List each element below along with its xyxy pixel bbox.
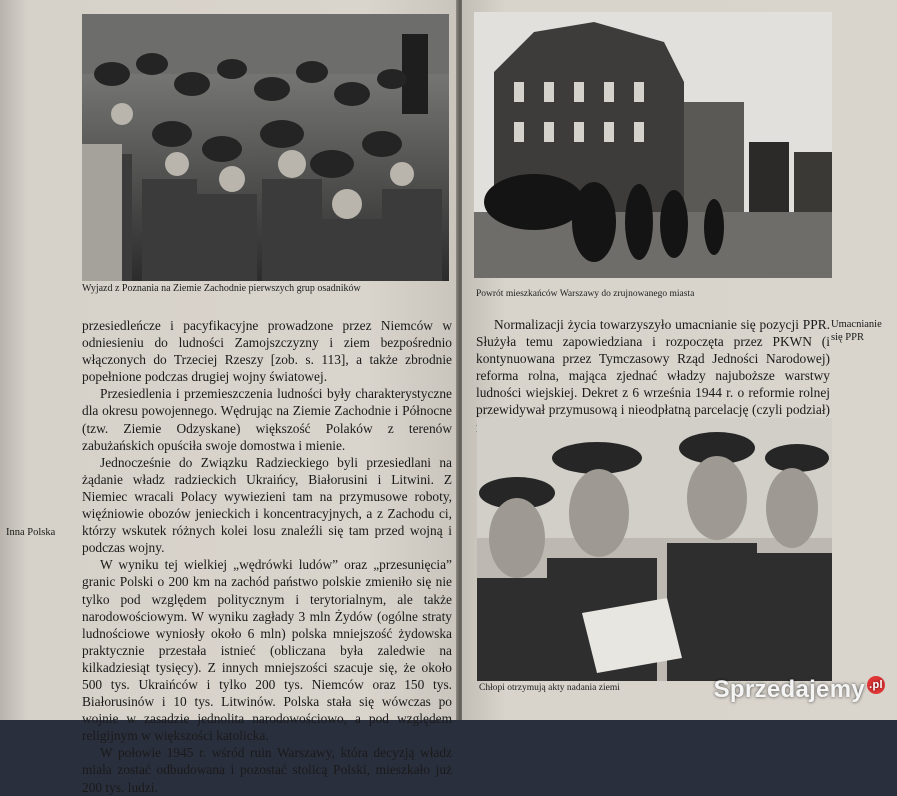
watermark-text: Sprzedajemy	[713, 676, 865, 703]
paragraph: Normalizacji życia towarzyszyło umacnianie się pozycji PPR. Służyła temu zapowiedziana i rozpoczęta przez PKWN (i kontynuowana przez Tymczasowy Rząd Jedności Narodowej) reforma rolna, mająca zjednać władzy najuboższe warstwy ludności wiejskiej. Dekret z 6 września 1944 r. o reformie rolnej przewidywał przymusową i nieodpłatną parcelację (czyli podział)	[476, 317, 830, 418]
margin-note: Umacnianie się PPR	[831, 319, 882, 343]
sprzedajemy-watermark	[714, 676, 885, 704]
margin-note: Inna Polska	[6, 527, 56, 538]
paragraph: przesiedleńcze i pacyfikacyjne prowadzone przez Niemców w odniesieniu do ludności Zamojszczyzny i ziem bezpośrednio włączonych do Trzeciej Rzeszy [zob. s. 113], a także zbrodnie popełnione podczas drugiej wojny światowej.	[82, 318, 452, 385]
warsaw-ruins-photo	[474, 12, 832, 278]
photo-caption: Wyjazd z Poznania na Ziemie Zachodnie pierwszych grup osadników	[82, 283, 361, 294]
watermark-badge: .pl	[867, 676, 885, 694]
land-deeds-photo	[477, 418, 832, 681]
right-page	[462, 0, 897, 720]
paragraph: Jednocześnie do Związku Radzieckiego byli przesiedlani na żądanie władz radzieckich Ukraińcy, Białorusini i Litwini. Z Niemiec wracali Polacy wywiezieni tam na przymusowe roboty, więźniowie obozów jenieckich i koncentracyjnych, a z Zachodu ci, którzy wskutek różnych kolei losu znaleźli się tam przed wojną i podczas wojny.	[82, 454, 452, 556]
photo-caption: Chłopi otrzymują akty nadania ziemi	[479, 683, 620, 693]
paragraph: W połowie 1945 r. wśród ruin Warszawy, która decyzją władz miała zostać odbudowana i pozostać stolicą Polski, mieszkało już 200 tys. ludzi.	[82, 745, 452, 795]
paragraph: Przesiedlenia i przemieszczenia ludności były charakterystyczne dla okresu powojennego. Wędrując na Ziemie Zachodnie i Północne (tzw. Ziemie Odzyskane) większość Polaków z terenów zabużańskich opuściła swoje domostwa i mienie.	[82, 386, 452, 453]
body-text	[82, 317, 452, 796]
settlers-departure-photo	[82, 14, 449, 281]
photo-caption: Powrót mieszkańców Warszawy do zrujnowanego miasta	[476, 289, 695, 299]
paragraph: W wyniku tej wielkiej „wędrówki ludów” oraz „przesunięcia” granic Polski o 200 km na zachód państwo polskie zmieniło się nie tylko pod względem politycznym i terytorialnym, ale także narodowościowym. W wyniku zagłady 3 mln Żydów (ogólne straty ludnościowe wyniosły około 6 mln) polska mniejszość żydowska praktycznie przestała istnieć (obliczana była zaledwie na kilkadziesiąt tysięcy). Z innych mniejszości szacuje się, że około 500 tys. Ukraińców i tylko 200 tys. Niemców oraz 150 tys. Białorusinów i 10 tys. Litwinów. Polska stała się wówczas po wojnie w zasadzie jednolita narodowościowo, a pod względem religijnym w większości katolicka.	[82, 557, 452, 744]
